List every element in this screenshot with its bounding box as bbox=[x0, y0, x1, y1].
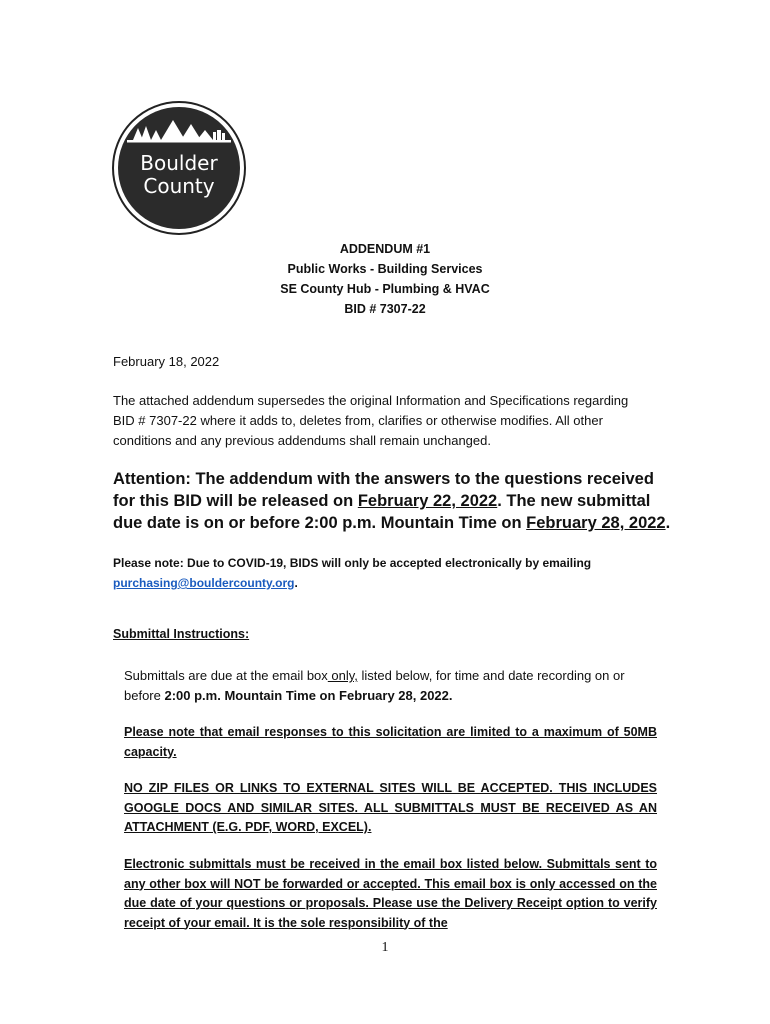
document-date: February 18, 2022 bbox=[113, 354, 220, 369]
zip-files-note: NO ZIP FILES OR LINKS TO EXTERNAL SITES WILL BE ACCEPTED. THIS INCLUDES GOOGLE DOCS AND SIMILAR SITES. ALL SUBMITTALS MUST BE RECEIVED AS AN ATTACHMENT (E.G. PDF, WORD, EXCEL). bbox=[124, 781, 657, 834]
header-department: Public Works - Building Services bbox=[287, 262, 483, 276]
submittal-only: only, bbox=[327, 668, 358, 683]
electronic-submittals-note: Electronic submittals must be received in the email box listed below. Submittals sent to any other box will NOT be forwarded or accepted. This email box is only accessed on the due date of your questions or proposals. Please use the Delivery Receipt option to verify receipt of your email. It is the sole responsibility of the bbox=[124, 857, 657, 930]
submittal-body-2: listed below, for time and date recording on or before bbox=[124, 668, 625, 703]
logo-text-county: County bbox=[143, 174, 215, 198]
intro-paragraph: The attached addendum supersedes the original Information and Specifications regarding BID # 7307-22 where it adds to, deletes from, clarifies or otherwise modifies. All other conditions and any previous addendums shall remain unchanged. bbox=[113, 393, 629, 448]
submittal-body-1: Submittals are due at the email box bbox=[124, 668, 328, 683]
attention-text-1: Attention: The addendum with the answers to the questions received for this BID will be released on bbox=[113, 470, 654, 510]
attention-text-2: . The new submittal due date is on or before 2:00 p.m. Mountain Time on bbox=[113, 492, 651, 532]
attention-paragraph bbox=[113, 468, 673, 534]
submittal-body bbox=[124, 666, 659, 706]
page-number: 1 bbox=[381, 940, 389, 955]
boulder-county-logo bbox=[111, 100, 247, 236]
purchasing-email-link[interactable]: purchasing@bouldercounty.org bbox=[113, 576, 295, 590]
document-header bbox=[0, 239, 770, 319]
submittal-deadline: 2:00 p.m. Mountain Time on February 28, 2022. bbox=[164, 688, 453, 703]
attention-date-2: February 28, 2022 bbox=[526, 514, 666, 532]
header-bid-number: BID # 7307-22 bbox=[344, 302, 426, 316]
submittal-instructions-title: Submittal Instructions: bbox=[113, 627, 250, 641]
header-project: SE County Hub - Plumbing & HVAC bbox=[280, 282, 490, 296]
attention-text-3: . bbox=[665, 514, 671, 532]
capacity-note: Please note that email responses to this solicitation are limited to a maximum of 50MB capacity. bbox=[124, 725, 657, 759]
logo-text-boulder: Boulder bbox=[140, 151, 218, 175]
header-addendum: ADDENDUM #1 bbox=[339, 242, 431, 256]
attention-date-1: February 22, 2022 bbox=[357, 492, 498, 510]
covid-note-end: . bbox=[294, 576, 298, 590]
covid-note bbox=[113, 553, 673, 593]
covid-note-text: Please note: Due to COVID-19, BIDS will only be accepted electronically by emailing bbox=[113, 556, 592, 570]
